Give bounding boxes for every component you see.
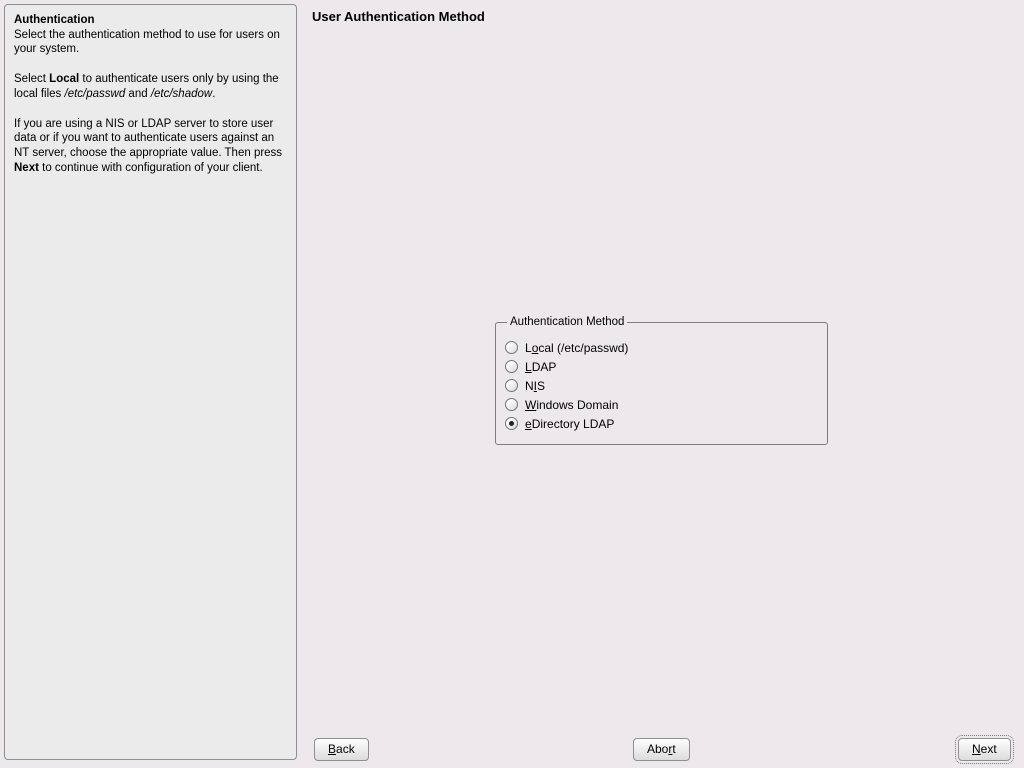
help-text-italic: /etc/passwd <box>64 87 126 100</box>
help-text: Select <box>14 73 50 86</box>
radio-edirectory-ldap-label: eDirectory LDAP <box>525 416 615 431</box>
help-paragraph-2 <box>14 72 287 101</box>
radio-dot <box>509 383 514 388</box>
radio-button-icon <box>505 398 518 411</box>
radio-dot <box>509 402 514 407</box>
radio-edirectory-ldap[interactable] <box>505 414 827 433</box>
help-title: Authentication <box>14 14 95 26</box>
help-paragraph-3 <box>14 117 287 176</box>
radio-dot <box>509 345 514 350</box>
radio-nis-label: NIS <box>525 378 546 393</box>
help-text: and <box>125 87 151 100</box>
help-text: to continue with configuration of your client. <box>38 161 263 174</box>
radio-button-icon <box>505 379 518 392</box>
auth-method-group <box>495 316 828 445</box>
help-text: . <box>212 87 216 100</box>
abort-button[interactable]: Abort <box>633 738 690 761</box>
help-panel <box>4 4 297 760</box>
radio-ldap[interactable] <box>505 357 827 376</box>
help-paragraph-1 <box>14 28 287 57</box>
help-text-bold: Local <box>49 73 80 86</box>
radio-dot <box>509 421 514 426</box>
radio-dot <box>509 364 514 369</box>
radio-button-icon <box>505 341 518 354</box>
help-text-bold: Next <box>14 161 39 174</box>
radio-button-icon <box>505 417 518 430</box>
radio-windows-domain[interactable] <box>505 395 827 414</box>
back-button[interactable]: Back <box>314 738 369 761</box>
help-text: to authenticate users only by using the local files <box>14 73 279 100</box>
radio-ldap-label: LDAP <box>525 359 557 374</box>
radio-local[interactable] <box>505 338 827 357</box>
auth-method-group-label: Authentication Method <box>510 316 625 328</box>
page-title: User Authentication Method <box>312 9 485 24</box>
radio-button-icon <box>505 360 518 373</box>
radio-local-label: Local (/etc/passwd) <box>525 340 629 355</box>
radio-windows-domain-label: Windows Domain <box>525 397 619 412</box>
help-text: Select the authentication method to use for users on your system. <box>14 28 280 56</box>
radio-nis[interactable] <box>505 376 827 395</box>
help-text: If you are using a NIS or LDAP server to store user data or if you want to authenticate users against an NT server, choose the appropriate value. Then press <box>14 117 283 159</box>
help-text-italic: /etc/shadow <box>150 87 213 100</box>
next-button[interactable]: Next <box>958 738 1011 761</box>
